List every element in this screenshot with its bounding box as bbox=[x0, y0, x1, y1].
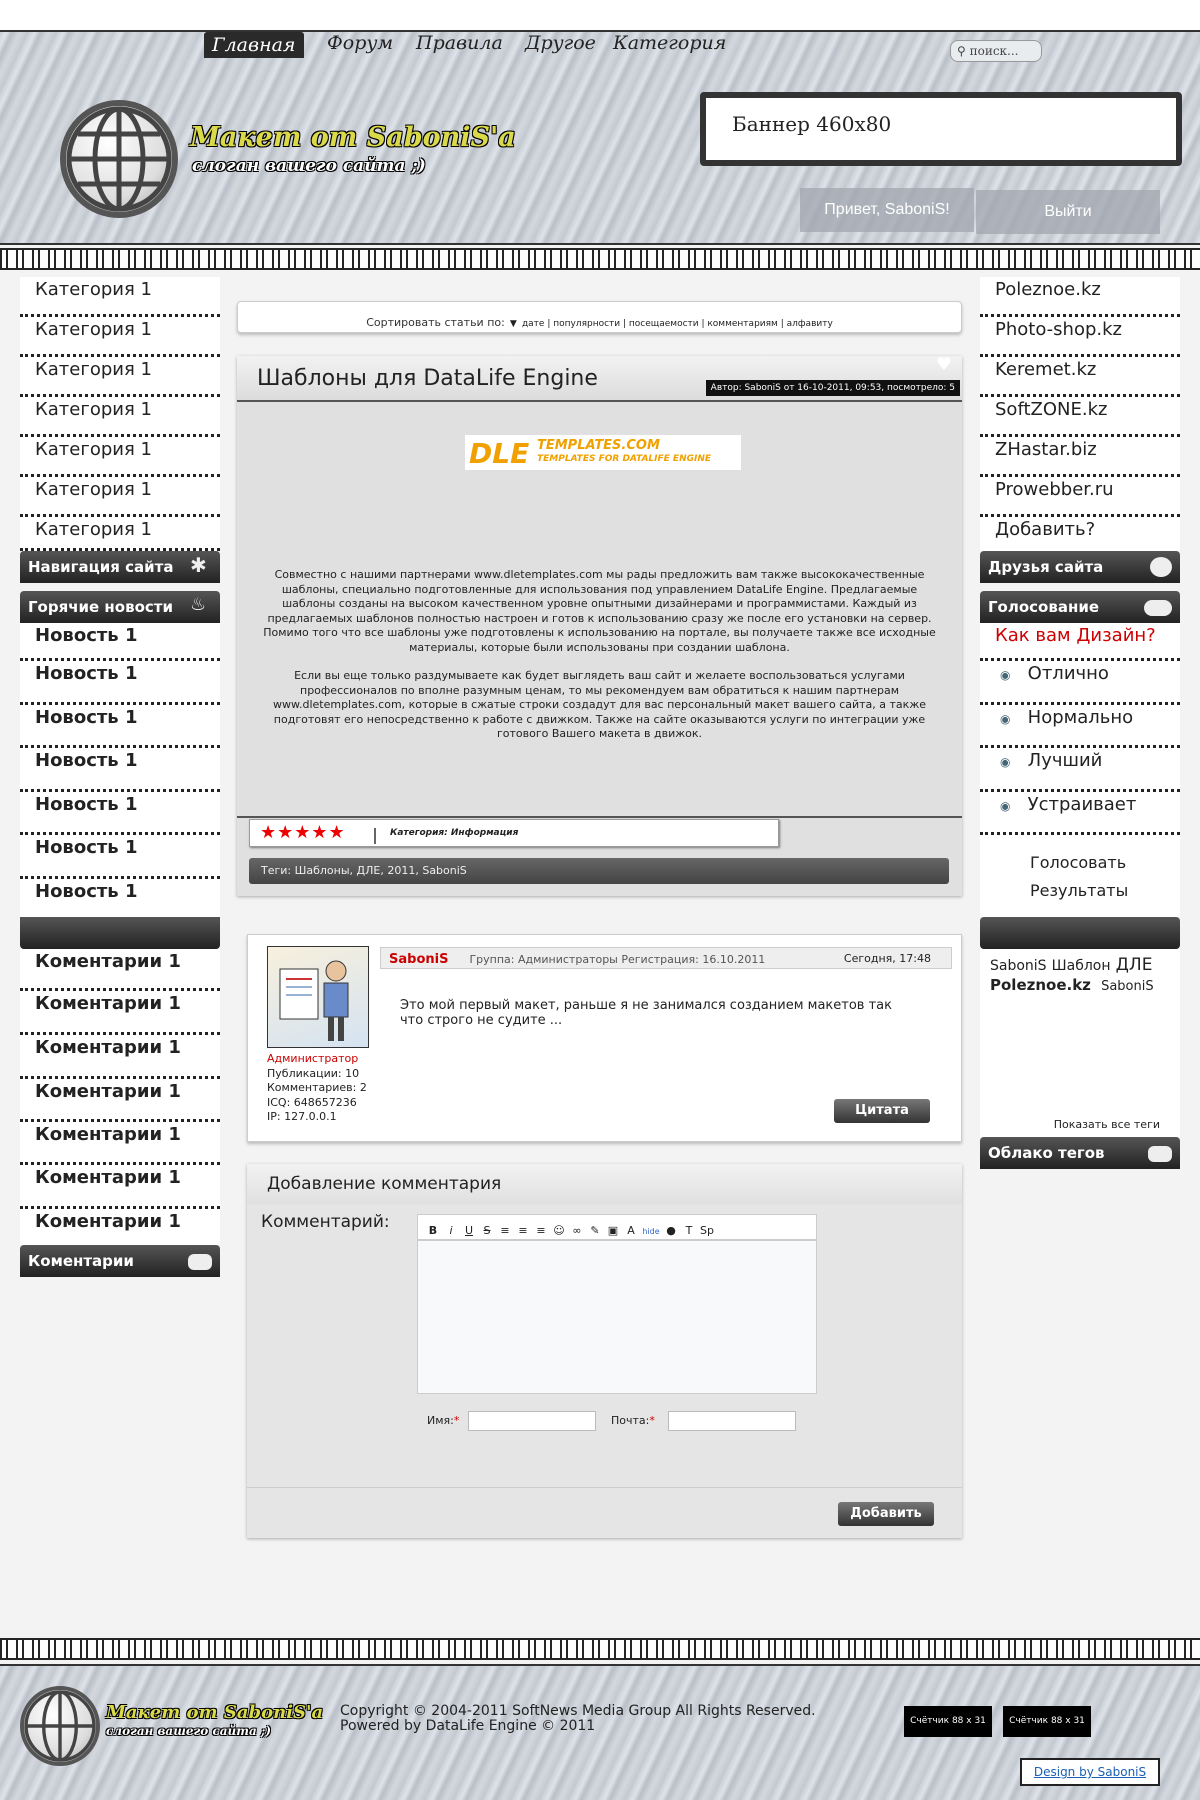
article-meta: Автор: SaboniS от 16-10-2011, 09:53, посмотрело: 5 bbox=[706, 380, 960, 396]
required-marker: * bbox=[453, 1414, 460, 1427]
comment-textarea[interactable] bbox=[417, 1240, 817, 1394]
editor-tool-button[interactable]: ≡ bbox=[536, 1224, 546, 1237]
circle-icon bbox=[1150, 557, 1172, 577]
separator bbox=[374, 828, 376, 844]
logo-main: DLE bbox=[469, 437, 530, 470]
nav-other[interactable]: Другое bbox=[525, 32, 596, 54]
block-title: Голосование bbox=[988, 598, 1100, 616]
search-icon: ⚲ bbox=[957, 44, 970, 58]
category-link[interactable]: Категория 1 bbox=[20, 517, 220, 551]
article-header bbox=[237, 356, 962, 402]
speech-bubble-icon bbox=[188, 1254, 212, 1270]
block-title: Друзья сайта bbox=[988, 558, 1104, 576]
copyright bbox=[340, 1704, 816, 1734]
friend-link[interactable]: SoftZONE.kz bbox=[980, 397, 1180, 437]
footer-globe-icon bbox=[20, 1686, 100, 1766]
poll-option-label: Лучший bbox=[1027, 750, 1103, 771]
editor-tool-button[interactable]: ✎ bbox=[590, 1224, 600, 1237]
sort-bar bbox=[237, 301, 962, 333]
news-link[interactable]: Новость 1 bbox=[20, 705, 220, 748]
tag-link[interactable]: Шаблон bbox=[1051, 958, 1111, 974]
editor-tool-button[interactable]: hide bbox=[642, 1227, 660, 1236]
radio-icon[interactable]: ◉ bbox=[1000, 712, 1011, 726]
hot-news-header bbox=[20, 591, 220, 623]
friend-link[interactable]: Keremet.kz bbox=[980, 357, 1180, 397]
radio-icon[interactable]: ◉ bbox=[1000, 668, 1011, 682]
site-navigation-header bbox=[20, 551, 220, 583]
author-icq: ICQ: 648657236 bbox=[267, 1095, 357, 1109]
tag-link[interactable]: Poleznoe.kz bbox=[990, 976, 1091, 994]
editor-tool-button[interactable]: B bbox=[428, 1224, 438, 1237]
right-sidebar bbox=[980, 277, 1180, 1169]
globe-logo-icon bbox=[60, 100, 178, 218]
friend-link[interactable]: Poleznoe.kz bbox=[980, 277, 1180, 317]
editor-tool-button[interactable]: ● bbox=[666, 1224, 676, 1237]
article-info-bar bbox=[249, 819, 779, 847]
article-tags[interactable]: Теги: Шаблоны, ДЛЕ, 2011, SaboniS bbox=[249, 858, 949, 884]
category-link[interactable]: Категория 1 bbox=[20, 477, 220, 517]
show-all-tags-link[interactable]: Показать все теги bbox=[1053, 1118, 1160, 1131]
logo-sub: TEMPLATES FOR DATALIFE ENGINE bbox=[537, 454, 712, 464]
name-label: Имя: bbox=[427, 1414, 454, 1427]
editor-tool-button[interactable]: ☺ bbox=[553, 1224, 565, 1237]
news-link[interactable]: Новость 1 bbox=[20, 748, 220, 792]
tag-link[interactable]: SaboniS bbox=[990, 958, 1047, 974]
greeting: Привет, SaboniS! bbox=[800, 188, 974, 232]
editor-tool-button[interactable]: ∞ bbox=[572, 1224, 582, 1237]
friend-link[interactable]: Photo-shop.kz bbox=[980, 317, 1180, 357]
editor-tool-button[interactable]: i bbox=[449, 1224, 453, 1237]
article-body bbox=[257, 568, 942, 742]
nav-category[interactable]: Категория bbox=[613, 32, 727, 54]
editor-tool-button[interactable]: U bbox=[464, 1224, 474, 1237]
comment-label: Комментарий: bbox=[261, 1212, 390, 1232]
news-link[interactable]: Новость 1 bbox=[20, 661, 220, 705]
flame-icon: ♨ bbox=[190, 594, 207, 615]
author-comments: Комментариев: 2 bbox=[267, 1081, 367, 1094]
add-comment-form bbox=[247, 1164, 962, 1538]
top-strip bbox=[0, 0, 1200, 30]
comment-author[interactable]: SaboniS bbox=[389, 952, 449, 967]
poll-footer-bar bbox=[980, 917, 1180, 949]
counter-badge[interactable]: Счётчик 88 x 31 bbox=[1003, 1706, 1091, 1737]
rating-stars[interactable]: ★★★★★ bbox=[260, 822, 346, 843]
speech-bubble-icon bbox=[1144, 600, 1172, 616]
logout-button[interactable]: Выйти bbox=[976, 190, 1160, 234]
comments-header bbox=[20, 1245, 220, 1277]
footer-site-title[interactable]: Макет от SaboniS'a bbox=[106, 1702, 324, 1723]
editor-tool-button[interactable]: ≡ bbox=[518, 1224, 528, 1237]
editor-toolbar bbox=[417, 1214, 817, 1240]
left-sidebar bbox=[20, 277, 220, 1277]
category-link[interactable]: Категория 1 bbox=[20, 397, 220, 437]
comment bbox=[247, 934, 962, 1142]
radio-icon[interactable]: ◉ bbox=[1000, 799, 1011, 813]
block-title: Коментарии bbox=[28, 1252, 134, 1270]
heart-icon[interactable]: ♥ bbox=[935, 354, 952, 375]
powered-line: Powered by DataLife Engine © 2011 bbox=[340, 1718, 596, 1734]
spacer bbox=[980, 583, 1180, 591]
editor-tool-button[interactable]: ≡ bbox=[500, 1224, 510, 1237]
editor-tool-button[interactable]: ▣ bbox=[607, 1224, 619, 1237]
radio-icon[interactable]: ◉ bbox=[1000, 755, 1011, 769]
news-link[interactable]: Новость 1 bbox=[20, 835, 220, 879]
chevron-down-icon[interactable]: ▼ bbox=[509, 319, 517, 329]
article-title[interactable]: Шаблоны для DataLife Engine bbox=[257, 366, 598, 391]
friend-link[interactable]: Prowebber.ru bbox=[980, 477, 1180, 517]
tag-cloud bbox=[980, 949, 1180, 1137]
submit-button[interactable]: Добавить bbox=[838, 1502, 934, 1526]
category-link[interactable]: Категория 1 bbox=[20, 357, 220, 397]
vote-button[interactable]: Голосовать bbox=[1030, 853, 1127, 872]
sort-label: Сортировать статьи по: bbox=[366, 316, 505, 329]
comment-link[interactable]: Коментарии 1 bbox=[20, 1122, 220, 1165]
news-link[interactable]: Новость 1 bbox=[20, 792, 220, 835]
comment-header bbox=[380, 947, 952, 969]
author-role: Администратор bbox=[267, 1052, 359, 1065]
editor-tool-button[interactable]: T bbox=[685, 1224, 693, 1237]
friend-link[interactable]: ZHastar.biz bbox=[980, 437, 1180, 477]
nav-forum[interactable]: Форум bbox=[327, 32, 394, 54]
nav-home[interactable]: Главная bbox=[204, 32, 304, 58]
tag-link[interactable]: ДЛЕ bbox=[1115, 955, 1153, 975]
site-slogan: слоган вашего сайта ;) bbox=[192, 156, 426, 176]
article bbox=[237, 356, 962, 896]
logo-sub: TEMPLATES.COM bbox=[537, 438, 660, 453]
author-posts: Публикации: 10 bbox=[267, 1066, 360, 1080]
block-title: Горячие новости bbox=[28, 598, 173, 616]
search-input[interactable] bbox=[950, 40, 1042, 62]
article-paragraph: Совместно с нашими партнерами www.dletemplates.com мы рады предложить вам также высококачественные шаблоны, специально подготовленные для использования под управлением DataLife Engine. Предлагаемые шаблоны созданы на высоком качественном уровне опытными дизайнерами и программистами. Каждый из предлагаемых шаблонов полностью настроен и готов к использованию сразу же после его установки на сервер. Помимо того что все шаблоны уже подготовлены к использованию на портале, вы получаете также все исходные материалы, которые были использованы при создании шаблона. bbox=[263, 568, 936, 654]
category-link[interactable]: Категория 1 bbox=[20, 277, 220, 317]
news-link[interactable]: Новость 1 bbox=[20, 623, 220, 661]
results-button[interactable]: Результаты bbox=[1030, 881, 1129, 900]
comment-group: Группа: Администраторы Регистрация: 16.10.2011 bbox=[469, 953, 766, 966]
search-placeholder: поиск... bbox=[969, 44, 1019, 58]
dle-templates-logo[interactable] bbox=[465, 435, 741, 470]
tag-cloud-header bbox=[980, 1137, 1180, 1169]
add-comment-title: Добавление комментария bbox=[247, 1164, 962, 1204]
comment-date: Сегодня, 17:48 bbox=[843, 952, 931, 965]
poll-header bbox=[980, 591, 1180, 623]
divider bbox=[247, 1487, 962, 1488]
news-footer-bar bbox=[20, 917, 220, 949]
puzzle-icon: ✱ bbox=[190, 553, 207, 577]
comment-text: Это мой первый макет, раньше я не занимался созданием макетов так что строго не судите ... bbox=[400, 998, 892, 1028]
comment-link[interactable]: Коментарии 1 bbox=[20, 949, 220, 991]
editor-tool-button[interactable]: S bbox=[483, 1224, 491, 1237]
meander-border-bottom bbox=[0, 1638, 1200, 1660]
mail-label: Почта: bbox=[611, 1414, 650, 1427]
block-title: Навигация сайта bbox=[28, 558, 174, 576]
poll-option[interactable] bbox=[980, 748, 1180, 792]
poll-option[interactable] bbox=[980, 661, 1180, 705]
comment-link[interactable]: Коментарии 1 bbox=[20, 1209, 220, 1245]
counter-badge[interactable]: Счётчик 88 x 31 bbox=[904, 1706, 992, 1737]
add-link[interactable]: Добавить? bbox=[980, 517, 1180, 551]
banner[interactable]: Баннер 460x80 bbox=[700, 92, 1182, 166]
editor-tool-button[interactable]: Sp bbox=[700, 1224, 714, 1237]
required-marker: * bbox=[649, 1414, 655, 1427]
divider bbox=[237, 816, 962, 818]
comment-link[interactable]: Коментарии 1 bbox=[20, 1165, 220, 1209]
tag-link[interactable]: SaboniS bbox=[1101, 979, 1154, 994]
author-ip: IP: 127.0.0.1 bbox=[267, 1110, 337, 1123]
article-paragraph: Если вы еще только раздумываете как будет выглядеть ваш сайт и желаете воспользоваться услугами профессионалов по вполне разумным ценам, то мы рекомендуем вам обратиться к нашим партнерам www.dletemplates.com, которые в сжатые строки создадут для вас персональный макет вашего сайта, а также подготовят его непосредственно к работе с движком. Также на сайте оказываются услуги по интеграции уже готового Вашего макета в движок. bbox=[273, 669, 926, 740]
poll-option[interactable] bbox=[980, 792, 1180, 835]
poll-actions bbox=[980, 835, 1180, 917]
meander-border-top bbox=[0, 248, 1200, 270]
name-input[interactable] bbox=[468, 1411, 596, 1431]
comment-link[interactable]: Коментарии 1 bbox=[20, 1035, 220, 1079]
poll-option-label: Нормально bbox=[1027, 707, 1134, 728]
poll-option[interactable] bbox=[980, 705, 1180, 748]
news-link[interactable]: Новость 1 bbox=[20, 879, 220, 917]
comment-author-info bbox=[267, 1052, 367, 1125]
site-title[interactable]: Макет от SaboniS'a bbox=[190, 122, 516, 153]
avatar[interactable] bbox=[267, 946, 369, 1048]
copyright-line: Copyright © 2004-2011 SoftNews Media Group All Rights Reserved. bbox=[340, 1703, 816, 1719]
mail-field-label bbox=[611, 1414, 655, 1427]
spacer bbox=[20, 583, 220, 591]
email-input[interactable] bbox=[668, 1411, 796, 1431]
category-link[interactable]: Категория 1 bbox=[20, 317, 220, 357]
poll-option-label: Устраивает bbox=[1027, 794, 1137, 815]
design-credit-link[interactable]: Design by SaboniS bbox=[1020, 1758, 1160, 1786]
speech-bubble-icon bbox=[1148, 1146, 1172, 1162]
friends-header bbox=[980, 551, 1180, 583]
poll-option-label: Отлично bbox=[1027, 663, 1109, 684]
comment-link[interactable]: Коментарии 1 bbox=[20, 991, 220, 1035]
footer-slogan: слоган вашего сайта ;) bbox=[106, 1724, 272, 1738]
editor-tool-button[interactable]: A bbox=[627, 1224, 635, 1237]
name-field-label bbox=[427, 1414, 459, 1427]
category-link[interactable]: Категория 1 bbox=[20, 437, 220, 477]
block-title: Облако тегов bbox=[988, 1144, 1105, 1162]
poll-question: Как вам Дизайн? bbox=[980, 623, 1180, 661]
article-category[interactable]: Категория: Информация bbox=[390, 828, 519, 838]
sort-options[interactable]: дате | популярности | посещаемости | комментариям | алфавиту bbox=[521, 319, 833, 329]
comment-link[interactable]: Коментарии 1 bbox=[20, 1079, 220, 1122]
nav-rules[interactable]: Правила bbox=[416, 32, 503, 54]
quote-button[interactable]: Цитата bbox=[834, 1099, 930, 1123]
